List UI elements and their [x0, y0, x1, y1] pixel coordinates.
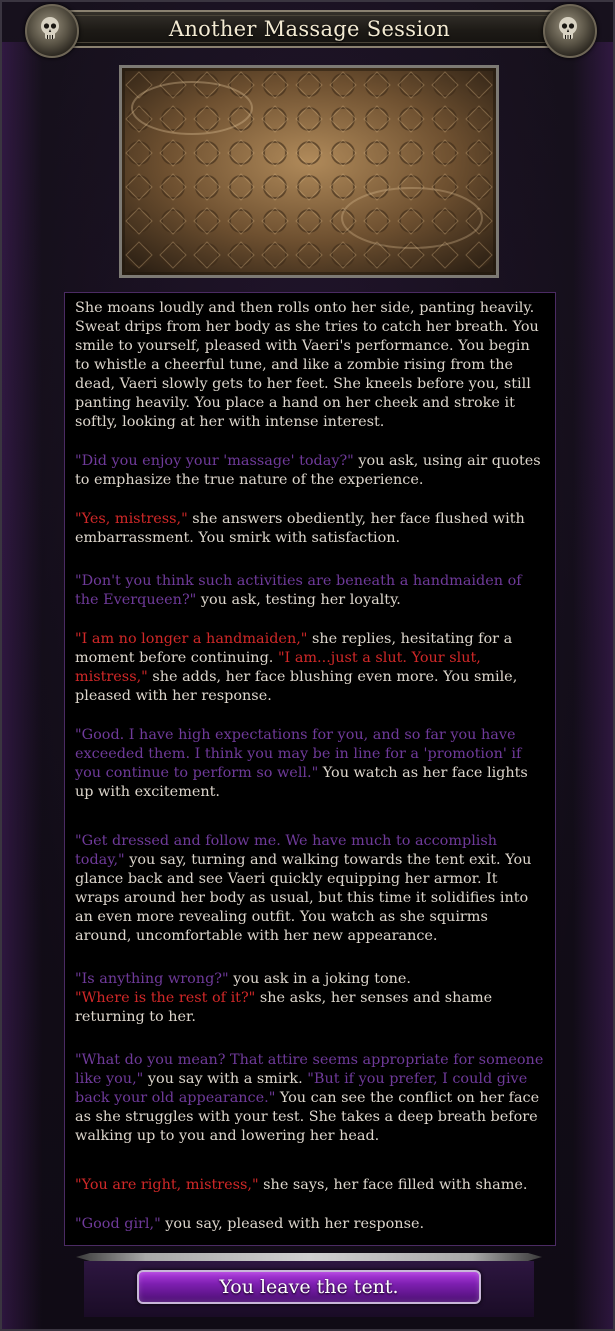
- story-paragraph: "Where is the rest of it?" she asks, her senses and shame returning to her.: [75, 990, 493, 1025]
- story-paragraph: "Good girl," you say, pleased with her response.: [75, 1216, 425, 1232]
- story-paragraph: "Get dressed and follow me. We have much to accomplish today," you say, turning and walking towards the tent exit. You glance back and see Vaeri quickly equipping her armor. It wraps around her body as usual, but this time it solidifies into an even more revealing outfit. You watch as she squirms around, uncomfortable with her new appearance.: [75, 833, 532, 944]
- title-bar: [50, 10, 569, 48]
- story-paragraph: "I am no longer a handmaiden," she replies, hesitating for a moment before continuing. "I am...just a slut. Your slut, mistress," she adds, her face blushing even more. You smile, pleased with her response.: [75, 631, 518, 704]
- story-paragraph: She moans loudly and then rolls onto her side, panting heavily. Sweat drips from her body as she tries to catch her breath. You smile to yourself, pleased with Vaeri's performance. You begin to whistle a cheerful tune, and like a zombie rising from the dead, Vaeri slowly gets to her feet. She kneels before you, still panting heavily. You place a hand on her cheek and stroke it softly, looking at her with intense interest.: [75, 300, 539, 430]
- story-paragraph: "You are right, mistress," she says, her face filled with shame.: [75, 1177, 528, 1193]
- dialog-title: Another Massage Session: [168, 17, 451, 41]
- frame-glow-left: [2, 42, 42, 1329]
- leave-tent-button[interactable]: You leave the tent.: [137, 1270, 481, 1304]
- story-paragraph: "Don't you think such activities are beneath a handmaiden of the Everqueen?" you ask, testing her loyalty.: [75, 573, 522, 608]
- frame-glow-right: [573, 42, 613, 1329]
- story-text-panel: [64, 292, 556, 1246]
- story-paragraph: "Did you enjoy your 'massage' today?" you ask, using air quotes to emphasize the true nature of the experience.: [75, 453, 541, 488]
- divider: [76, 1253, 542, 1261]
- story-paragraph: "What do you mean? That attire seems appropriate for someone like you," you say with a smirk. "But if you prefer, I could give back your old appearance." You can see the conflict on her face as she struggles with your test. She takes a deep breath before walking up to you and lowering her head.: [75, 1052, 544, 1144]
- player-speech: "Good girl,": [75, 1216, 161, 1232]
- skull-icon: [543, 4, 597, 58]
- npc-speech: "You are right, mistress,": [75, 1177, 259, 1193]
- player-speech: "Did you enjoy your 'massage' today?": [75, 453, 354, 469]
- player-speech: "Good. I have high expectations for you, and so far you have exceeded them. I think you may be in line for a 'promotion' if you continue to perform so well.": [75, 727, 522, 781]
- npc-speech: "Where is the rest of it?": [75, 990, 256, 1006]
- player-speech: "But if you prefer, I could give back your old appearance.": [75, 1071, 528, 1106]
- player-speech: "What do you mean? That attire seems appropriate for someone like you,": [75, 1052, 544, 1087]
- player-speech: "Get dressed and follow me. We have much to accomplish today,": [75, 833, 498, 868]
- npc-speech: "Yes, mistress,": [75, 511, 188, 527]
- player-speech: "Is anything wrong?": [75, 971, 229, 987]
- skull-icon: [25, 4, 79, 58]
- scene-image: [119, 65, 499, 278]
- story-paragraph: "Is anything wrong?" you ask in a joking tone.: [75, 971, 412, 987]
- npc-speech: "I am no longer a handmaiden,": [75, 631, 308, 647]
- story-paragraph: "Yes, mistress," she answers obediently, her face flushed with embarrassment. You smirk with satisfaction.: [75, 511, 525, 546]
- story-paragraph: "Good. I have high expectations for you, and so far you have exceeded them. I think you may be in line for a 'promotion' if you continue to perform so well." You watch as her face lights up with excitement.: [75, 727, 528, 800]
- npc-speech: "I am...just a slut. Your slut, mistress,": [75, 650, 481, 685]
- player-speech: "Don't you think such activities are beneath a handmaiden of the Everqueen?": [75, 573, 522, 608]
